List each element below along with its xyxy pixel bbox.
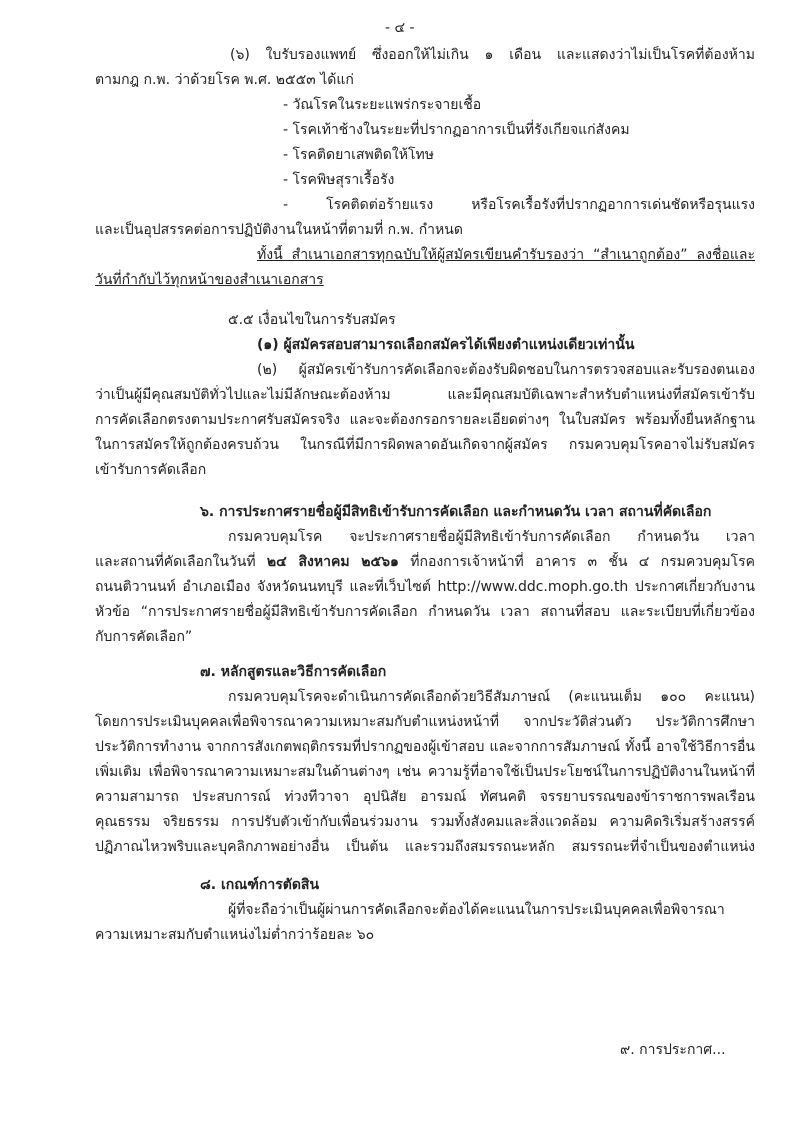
section-8-line: ความเหมาะสมกับตำแหน่งไม่ต่ำกว่าร้อยละ ๖๐ [95, 927, 375, 943]
disease-item: - โรคติดต่อร้ายแรง หรือโรคเรื้อรังที่ปรากฏอาการเด่นชัดหรือรุนแรง [283, 197, 755, 213]
condition-1: (๑) ผู้สมัครสอบสามารถเลือกสมัครได้เพียงตำแหน่งเดียวเท่านั้น [257, 337, 635, 353]
section-8-title: ๘. เกณฑ์การตัดสิน [200, 877, 320, 893]
disease-item: - วัณโรคในระยะแพร่กระจายเชื้อ [283, 97, 482, 113]
disease-item: - โรคติดยาเสพติดให้โทษ [283, 147, 434, 163]
section-7-line: ปฏิภาณไหวพริบและบุคลิกภาพอย่างอื่น เป็นต้น และรวมถึงสมรรถนะหลัก สมรรถนะที่จำเป็นของตำแหน่ง [95, 839, 755, 855]
section-7-line: เพิ่มเติม เพื่อพิจารณาความเหมาะสมในด้านต่างๆ เช่น ความรู้ที่อาจใช้เป็นประโยชน์ในการปฏิบัติงานในหน้าที่ [95, 764, 755, 780]
disease-item: - โรคเท้าช้างในระยะที่ปรากฏอาการเป็นที่รังเกียจแก่สังคม [283, 122, 630, 138]
section-7-line: ประวัติการทำงาน จากการสังเกตพฤติกรรมที่ปรากฏของผู้เข้าสอบ และจากการสัมภาษณ์ ทั้งนี้ อาจใช้วิธีการอื่น [95, 739, 755, 755]
page-number: - ๔ - [385, 20, 415, 36]
copy-certification-note: ทั้งนี้ สำเนาเอกสารทุกฉบับให้ผู้สมัครเขียนคำรับรองว่า “สำเนาถูกต้อง” ลงชื่อและ [257, 247, 755, 263]
medical-cert-line: ตามกฎ ก.พ. ว่าด้วยโรค พ.ศ. ๒๕๕๓ ได้แก่ [95, 72, 354, 88]
disease-item: - โรคพิษสุราเรื้อรัง [283, 172, 395, 188]
condition-2-line: เข้ารับการคัดเลือก [95, 462, 207, 478]
section-6-line: กรมควบคุมโรค จะประกาศรายชื่อผู้มีสิทธิเข้ารับการคัดเลือก กำหนดวัน เวลา [228, 529, 755, 545]
condition-2-line: ในการสมัครให้ถูกต้องครบถ้วน ในกรณีที่มีการผิดพลาดอันเกิดจากผู้สมัคร กรมควบคุมโรคอาจไม่รับสมัคร [95, 437, 755, 453]
section-8-line: ผู้ที่จะถือว่าเป็นผู้ผ่านการคัดเลือกจะต้องได้คะแนนในการประเมินบุคคลเพื่อพิจารณา [228, 902, 725, 918]
continued-next-page: ๙. การประกาศ... [620, 1042, 726, 1058]
section-7-line: กรมควบคุมโรคจะดำเนินการคัดเลือกด้วยวิธีสัมภาษณ์ (คะแนนเต็ม ๑๐๐ คะแนน) [228, 689, 755, 705]
section-6-line: ถนนติวานนท์ อำเภอเมือง จังหวัดนนทบุรี และที่เว็บไซต์ http://www.ddc.moph.go.th ประกาศเกี่ยวกับงาน [95, 579, 755, 595]
section-6-line: กับการคัดเลือก” [95, 629, 193, 645]
section-6-line [95, 552, 755, 572]
section-6-title: ๖. การประกาศรายชื่อผู้มีสิทธิเข้ารับการคัดเลือก และกำหนดวัน เวลา สถานที่คัดเลือก [200, 504, 712, 520]
condition-2-line: ว่าเป็นผู้มีคุณสมบัติทั่วไปและไม่มีลักษณะต้องห้าม และมีคุณสมบัติเฉพาะสำหรับตำแหน่งที่สมัครเข้ารับ [95, 387, 755, 403]
section-5-5-title: ๕.๕ เงื่อนไขในการรับสมัคร [228, 312, 396, 328]
copy-certification-note: วันที่กำกับไว้ทุกหน้าของสำเนาเอกสาร [95, 272, 324, 288]
section-6-line: หัวข้อ “การประกาศรายชื่อผู้มีสิทธิเข้ารับการคัดเลือก กำหนดวัน เวลา สถานที่สอบ และระเบียบที่เกี่ยวข้อง [95, 604, 755, 620]
section-7-line: โดยการประเมินบุคคลเพื่อพิจารณาความเหมาะสมกับตำแหน่งหน้าที่ จากประวัติส่วนตัว ประวัติการศึกษา [95, 714, 755, 730]
announcement-date: ๒๔ สิงหาคม ๒๕๖๑ [266, 554, 399, 570]
medical-cert-line: (๖) ใบรับรองแพทย์ ซึ่งออกให้ไม่เกิน ๑ เดือน และแสดงว่าไม่เป็นโรคที่ต้องห้าม [230, 47, 755, 63]
medical-cert-line: และเป็นอุปสรรคต่อการปฏิบัติงานในหน้าที่ตามที่ ก.พ. กำหนด [95, 222, 463, 238]
section-7-line: คุณธรรม จริยธรรม การปรับตัวเข้ากับเพื่อนร่วมงาน รวมทั้งสังคมและสิ่งแวดล้อม ความคิดริเริ่มสร้างสรรค์ [95, 814, 755, 830]
condition-2-line: การคัดเลือกตรงตามประกาศรับสมัครจริง และจะต้องกรอกรายละเอียดต่างๆ ในใบสมัคร พร้อมทั้งยื่นหลักฐาน [95, 412, 755, 428]
section-7-title: ๗. หลักสูตรและวิธีการคัดเลือก [200, 664, 387, 680]
condition-2-line: (๒) ผู้สมัครเข้ารับการคัดเลือกจะต้องรับผิดชอบในการตรวจสอบและรับรองตนเอง [257, 362, 755, 378]
text: ที่กองการเจ้าหน้าที่ อาคาร ๓ ชั้น ๔ กรมควบคุมโรค [398, 554, 755, 570]
section-7-line: ความสามารถ ประสบการณ์ ท่วงทีวาจา อุปนิสัย อารมณ์ ทัศนคติ จรรยาบรรณของข้าราชการพลเรือน [95, 789, 755, 805]
text: และสถานที่คัดเลือกในวันที่ [95, 554, 267, 570]
